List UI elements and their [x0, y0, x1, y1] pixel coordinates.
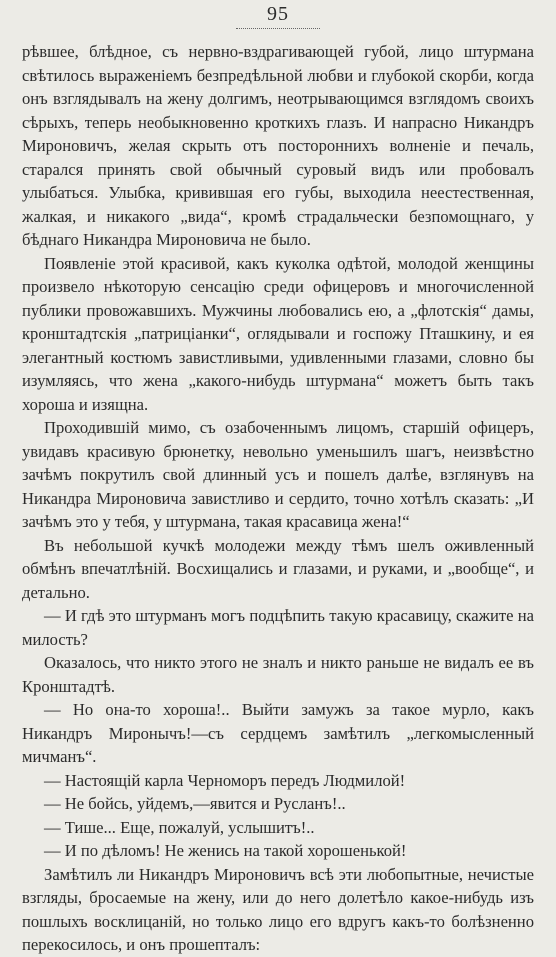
paragraph: Оказалось, что никто этого не зналъ и никто раньше не видалъ ее въ Кронштадтѣ.	[22, 653, 534, 696]
page-number: 95	[267, 3, 289, 25]
header-rule	[236, 28, 320, 29]
paragraph: рѣвшее, блѣдное, съ нервно-вздрагивающей губой, лицо штурмана свѣтилось выраженіемъ безпредѣльной любви и глубокой скорби, когда онъ взглядывалъ на жену долгимъ, неотрывающимся взглядомъ своихъ сѣрыхъ, теперь необыкновенно кроткихъ глазъ. И напрасно Никандръ Мироновичъ, желая скрыть отъ постороннихъ волненіе и печаль, старался принять свой обычный суровый видъ или пробовалъ улыбаться. Улыбка, кривившая его губы, выходила неестественная, жалкая, и никакого „вида“, кромѣ страдальчески безпомощнаго, у бѣднаго Никандра Мироновича не было.	[22, 42, 534, 249]
dialogue-line: — И по дѣломъ! Не женись на такой хорошенькой!	[44, 841, 407, 860]
dialogue-line: — Тише... Еще, пожалуй, услышитъ!..	[44, 817, 315, 837]
dialogue-line: — Но она-то хороша!.. Выйти замужъ за такое мурло, какъ Никандръ Миронычъ!—съ сердцемъ замѣтилъ „легкомысленный мичманъ“.	[22, 700, 534, 766]
paragraph: Появленіе этой красивой, какъ куколка одѣтой, молодой женщины произвело нѣкоторую сенсацію среди офицеровъ и многочисленной публики провожавшихъ. Мужчины любовались ею, а „флотскія“ дамы, кронштадтскія „патриціанки“, оглядывали и госпожу Пташкину, и ея элегантный костюмъ завистливыми, удивленными глазами, словно бы изумляясь, что жена „какого-нибудь штурмана“ можетъ быть такъ хороша и изящна.	[22, 253, 534, 414]
body-text	[22, 40, 534, 957]
dialogue-line: — Не бойсь, уйдемъ,—явится и Русланъ!..	[44, 794, 346, 813]
dialogue-line: — И гдѣ это штурманъ могъ подцѣпить такую красавицу, скажите на милость?	[22, 606, 534, 649]
paragraph: Въ небольшой кучкѣ молодежи между тѣмъ шелъ оживленный обмѣнъ впечатлѣній. Восхищались и глазами, и руками, и „вообще“, и детально.	[22, 535, 534, 602]
paragraph: Замѣтилъ ли Никандръ Мироновичъ всѣ эти любопытные, нечистые взгляды, бросаемые на жену, или до него долетѣло какое-нибудь изъ пошлыхъ восклицаній, но только лицо его вдругъ какъ-то болѣзненно перекосилось, и онъ прошепталъ:	[22, 864, 534, 954]
paragraph: Проходившій мимо, съ озабоченнымъ лицомъ, старшій офицеръ, увидавъ красивую брюнетку, невольно уменьшилъ шагъ, неизвѣстно зачѣмъ покрутилъ свой длинный усъ и пошелъ далѣе, взглянувъ на Никандра Мироновича завистливо и сердито, точно хотѣлъ сказать: „И зачѣмъ это у тебя, у штурмана, такая красавица жена!“	[22, 418, 534, 531]
dialogue-line: — Настоящій карла Черноморъ передъ Людмилой!	[44, 770, 406, 790]
page-header	[22, 0, 534, 34]
